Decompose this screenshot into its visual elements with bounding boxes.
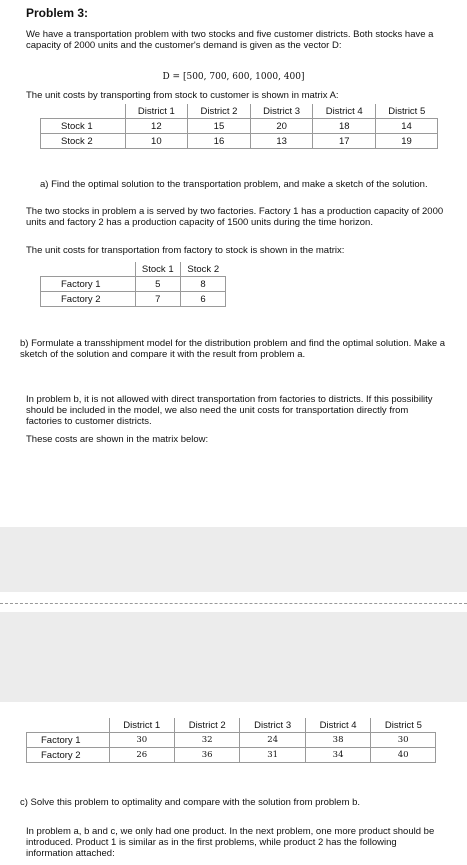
table-factory-district-costs — [26, 718, 436, 763]
cost-cell: 40 — [371, 748, 436, 763]
page-gap-band — [0, 612, 467, 702]
row-label: Stock 1 — [41, 119, 126, 134]
col-header: District 3 — [240, 718, 305, 733]
col-header: District 5 — [376, 104, 438, 119]
cost-cell: 16 — [188, 134, 251, 149]
table-row — [41, 119, 438, 134]
row-label: Factory 2 — [41, 292, 136, 307]
row-label: Factory 1 — [41, 277, 136, 292]
col-header: District 2 — [174, 718, 239, 733]
cost-cell: 30 — [109, 733, 174, 748]
page-break-line — [0, 603, 467, 604]
cost-cell: 5 — [135, 277, 181, 292]
col-header: District 4 — [313, 104, 376, 119]
part-b-question: b) Formulate a transshipment model for the distribution problem and find the optimal solution. Make a sketch of the solution and compare it with the result from problem a. — [20, 338, 446, 360]
cost-cell: 31 — [240, 748, 305, 763]
row-label: Factory 1 — [27, 733, 110, 748]
page-gap-band — [0, 527, 467, 592]
cost-cell: 26 — [109, 748, 174, 763]
cost-cell: 14 — [376, 119, 438, 134]
col-header: District 4 — [305, 718, 370, 733]
cost-cell: 10 — [125, 134, 188, 149]
table-row — [27, 748, 436, 763]
col-header: District 5 — [371, 718, 436, 733]
cost-cell: 18 — [313, 119, 376, 134]
table-row — [41, 134, 438, 149]
table-row — [27, 733, 436, 748]
cost-cell: 36 — [174, 748, 239, 763]
cost-cell: 7 — [135, 292, 181, 307]
part-a-question: a) Find the optimal solution to the transportation problem, and make a sketch of the solution. — [40, 179, 428, 190]
table-row — [41, 292, 226, 307]
cost-cell: 30 — [371, 733, 436, 748]
factories-text: The two stocks in problem a is served by two factories. Factory 1 has a production capacity of 2000 units and factory 2 has a production capacity of 1500 units during the time horizon. — [26, 206, 444, 228]
factory-matrix-intro: The unit costs for transportation from factory to stock is shown in the matrix: — [26, 245, 345, 256]
demand-formula: D = [500, 700, 600, 1000, 400] — [162, 72, 305, 82]
cost-cell: 12 — [125, 119, 188, 134]
table-row — [41, 277, 226, 292]
col-header: District 1 — [109, 718, 174, 733]
final-text: In problem a, b and c, we only had one product. In the next problem, one more product should be introduced. Product 1 is similar as in the first problems, while product 2 has the following information attached: — [26, 826, 435, 859]
matrix-a-intro: The unit costs by transporting from stock to customer is shown in matrix A: — [26, 90, 339, 101]
cost-cell: 13 — [250, 134, 313, 149]
col-header: Stock 1 — [135, 262, 181, 277]
cost-cell: 24 — [240, 733, 305, 748]
cost-cell: 34 — [305, 748, 370, 763]
col-header: Stock 2 — [181, 262, 226, 277]
cost-cell: 17 — [313, 134, 376, 149]
row-label: Stock 2 — [41, 134, 126, 149]
direct-transport-text: In problem b, it is not allowed with direct transportation from factories to districts. If this possibility should be included in the model, we also need the unit costs for transportation directly from factories to customer districts. — [26, 394, 433, 427]
table-factory-stock-costs — [40, 262, 226, 307]
cost-cell: 38 — [305, 733, 370, 748]
col-header: District 1 — [125, 104, 188, 119]
cost-cell: 6 — [181, 292, 226, 307]
table-stock-district-costs — [40, 104, 438, 149]
cost-cell: 15 — [188, 119, 251, 134]
col-header: District 2 — [188, 104, 251, 119]
problem-title: Problem 3: — [26, 6, 89, 20]
cost-cell: 8 — [181, 277, 226, 292]
row-label: Factory 2 — [27, 748, 110, 763]
cost-cell: 32 — [174, 733, 239, 748]
cost-cell: 19 — [376, 134, 438, 149]
cost-cell: 20 — [250, 119, 313, 134]
col-header: District 3 — [250, 104, 313, 119]
matrix-below-text: These costs are shown in the matrix below: — [26, 434, 209, 445]
intro-text: We have a transportation problem with two stocks and five customer districts. Both stocks have a capacity of 2000 units and the customer's demand is given as the vector D: — [26, 29, 434, 51]
part-c-question: c) Solve this problem to optimality and compare with the solution from problem b. — [20, 797, 361, 808]
